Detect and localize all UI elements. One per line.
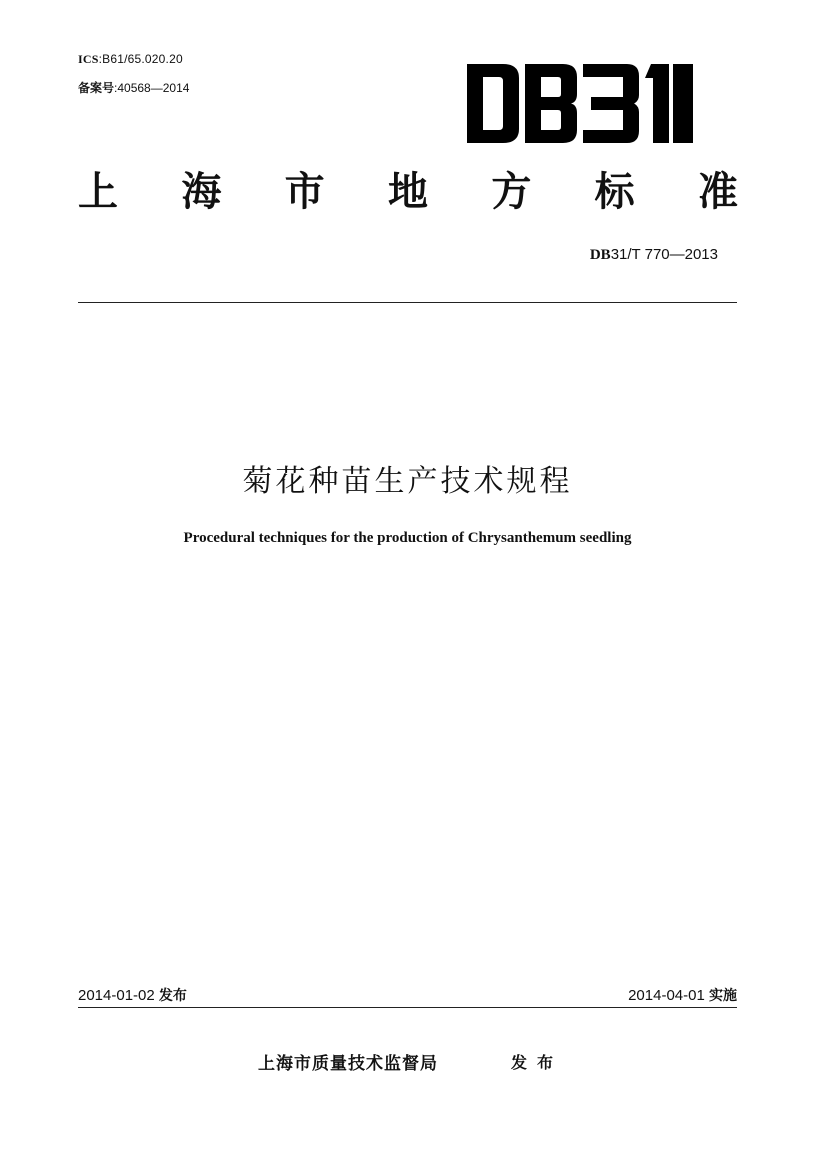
standard-type-heading [78,168,738,216]
standard-number [590,246,718,264]
document-title-english: Procedural techniques for the production of Chrysanthemum seedling [183,530,632,546]
implementation-date-label: 实施 [709,988,737,1004]
standard-type-char: 上 [78,169,118,215]
logo-bar [673,64,693,143]
record-number-value: :40568—2014 [114,81,190,95]
implementation-date-value: 2014-04-01 [628,987,705,1004]
top-divider [78,302,737,303]
standard-number-rest: 31/T 770—2013 [610,246,718,263]
standard-type-char: 海 [181,169,222,215]
logo-letter-b [525,64,577,143]
record-number [78,79,189,96]
ics-value: :B61/65.020.20 [98,52,183,66]
standard-type-char: 地 [387,169,428,215]
standard-number-prefix: DB [589,247,611,263]
ics-key: ICS [78,52,99,66]
issuing-authority: 上海市质量技术监督局 [258,1054,438,1074]
standard-type-char: 方 [491,169,532,215]
implementation-date [628,985,737,1005]
logo-letter-d [467,64,519,143]
logo-digit-1 [645,64,669,143]
bottom-divider [78,1007,737,1008]
db31-logo [467,64,693,143]
standard-type-char: 标 [594,169,635,215]
issue-date [78,985,187,1005]
record-number-key: 备案号 [78,81,115,95]
standard-type-char: 市 [284,169,325,215]
issue-date-label: 发布 [158,988,187,1004]
publish-label: 发布 [511,1053,564,1072]
logo-digit-3 [583,64,639,143]
document-title-chinese: 菊花种苗生产技术规程 [242,464,573,499]
issue-date-value: 2014-01-02 [78,987,155,1004]
ics-code [78,52,183,67]
standard-type-char: 准 [697,169,738,215]
